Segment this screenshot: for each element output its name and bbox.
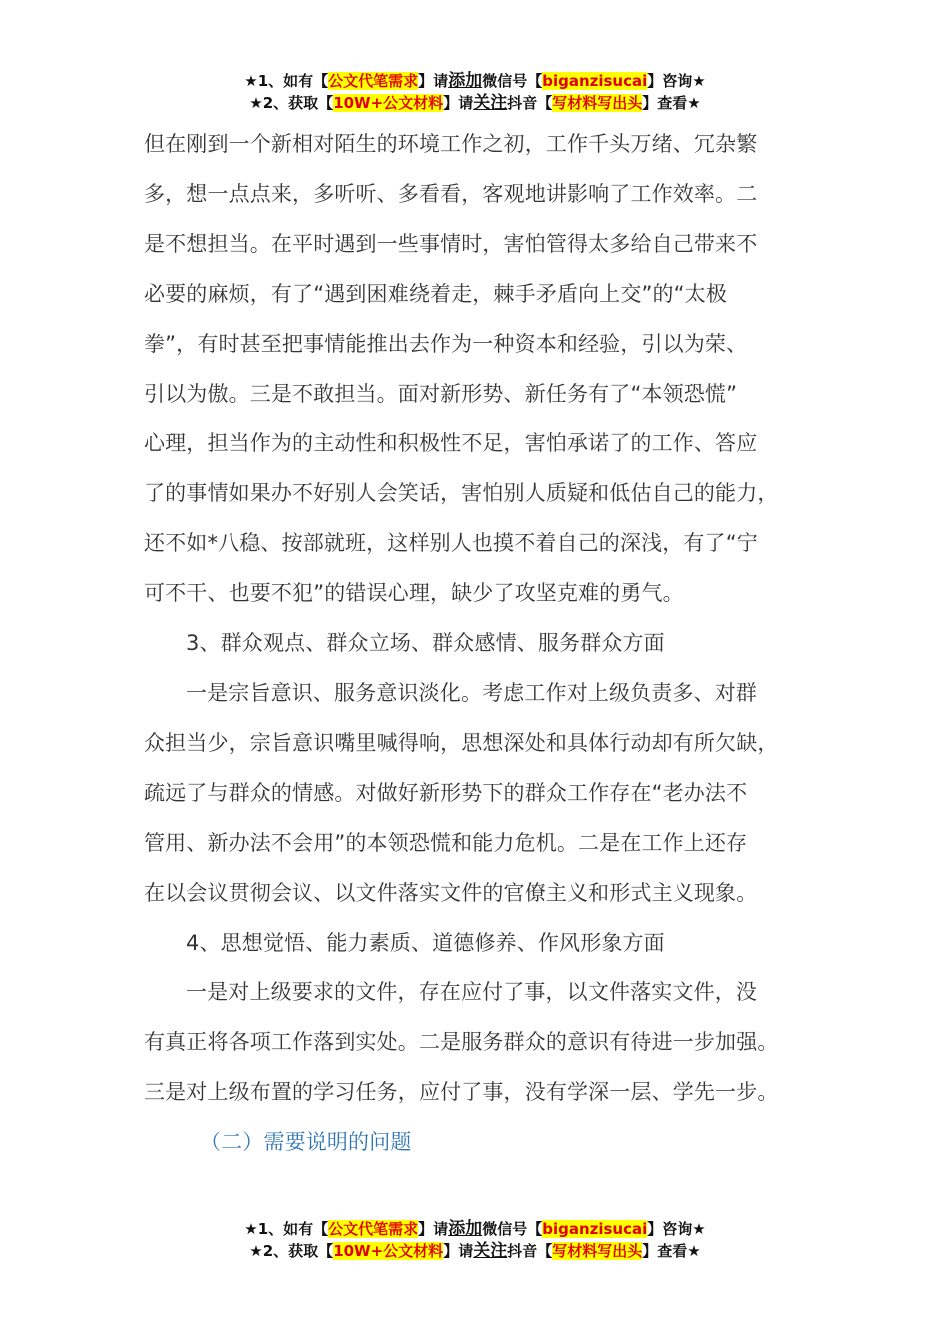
section-heading: 3、群众观点、群众立场、群众感情、服务群众方面 bbox=[186, 631, 665, 656]
banner-line-2 bbox=[0, 1240, 950, 1262]
star-icon: ★ bbox=[692, 72, 706, 90]
banner-text: 微信号【 bbox=[482, 72, 543, 90]
text-line: 一是对上级要求的文件，存在应付了事，以文件落实文件，没 bbox=[186, 980, 758, 1005]
highlight-douyin-account: 写材料写出头 bbox=[552, 94, 643, 112]
banner-text: 1、如有【 bbox=[257, 72, 329, 90]
emphasis-add: 添加 bbox=[448, 71, 483, 91]
highlight-douyin-account: 写材料写出头 bbox=[552, 1242, 643, 1260]
document-body bbox=[144, 120, 816, 1168]
banner-text: 微信号【 bbox=[482, 1220, 543, 1238]
emphasis-follow: 关注 bbox=[473, 93, 508, 113]
text-line: 是不想担当。在平时遇到一些事情时，害怕管得太多给自己带来不 bbox=[144, 231, 758, 256]
banner-text: 】请 bbox=[418, 72, 449, 90]
star-icon: ★ bbox=[244, 72, 258, 90]
star-icon: ★ bbox=[244, 1220, 258, 1238]
text-line: 拳”，有时甚至把事情能推出去作为一种资本和经验，引以为荣、 bbox=[144, 331, 748, 356]
banner-text: 1、如有【 bbox=[257, 1220, 329, 1238]
banner-text: 】咨询 bbox=[647, 1220, 693, 1238]
text-line: 必要的麻烦，有了“遇到困难绕着走，棘手矛盾向上交”的“太极 bbox=[144, 281, 727, 306]
text-line: 管用、新办法不会用”的本领恐慌和能力危机。二是在工作上还存 bbox=[144, 830, 748, 855]
banner-text: 】请 bbox=[443, 1242, 474, 1260]
subheading: （二）需要说明的问题 bbox=[200, 1130, 412, 1155]
banner-text: 】请 bbox=[443, 94, 474, 112]
banner-line-2 bbox=[0, 92, 950, 114]
banner-text: 】咨询 bbox=[647, 72, 693, 90]
text-line: 三是对上级布置的学习任务，应付了事，没有学深一层、学先一步。 bbox=[144, 1080, 779, 1105]
banner-line-1 bbox=[0, 1218, 950, 1240]
text-line: 了的事情如果办不好别人会笑话，害怕别人质疑和低估自己的能力， bbox=[144, 481, 779, 506]
highlight-wechat-id: biganzisucai bbox=[542, 72, 648, 90]
highlight-service: 公文代笔需求 bbox=[328, 1220, 419, 1238]
highlight-service: 公文代笔需求 bbox=[328, 72, 419, 90]
bottom-banner bbox=[0, 1218, 950, 1262]
text-line: 心理，担当作为的主动性和积极性不足，害怕承诺了的工作、答应 bbox=[144, 431, 758, 456]
top-banner bbox=[0, 70, 950, 114]
text-line: 有真正将各项工作落到实处。二是服务群众的意识有待进一步加强。 bbox=[144, 1030, 779, 1055]
highlight-materials: 10W+公文材料 bbox=[333, 94, 444, 112]
text-line: 但在刚到一个新相对陌生的环境工作之初，工作千头万绪、冗杂繁 bbox=[144, 132, 758, 156]
banner-text: 2、获取【 bbox=[262, 94, 334, 112]
star-icon: ★ bbox=[692, 1220, 706, 1238]
banner-text: 】请 bbox=[418, 1220, 449, 1238]
emphasis-follow: 关注 bbox=[473, 1241, 508, 1261]
highlight-wechat-id: biganzisucai bbox=[542, 1220, 648, 1238]
banner-text: 抖音【 bbox=[507, 1242, 553, 1260]
banner-line-1 bbox=[0, 70, 950, 92]
star-icon: ★ bbox=[249, 1242, 263, 1260]
highlight-materials: 10W+公文材料 bbox=[333, 1242, 444, 1260]
star-icon: ★ bbox=[249, 94, 263, 112]
text-line: 多，想一点点来，多听听、多看看，客观地讲影响了工作效率。二 bbox=[144, 181, 758, 206]
banner-text: 】查看 bbox=[642, 1242, 688, 1260]
emphasis-add: 添加 bbox=[448, 1219, 483, 1239]
text-line: 在以会议贯彻会议、以文件落实文件的官僚主义和形式主义现象。 bbox=[144, 880, 758, 905]
text-line: 众担当少，宗旨意识嘴里喊得响，思想深处和具体行动却有所欠缺， bbox=[144, 730, 779, 755]
star-icon: ★ bbox=[687, 1242, 701, 1260]
star-icon: ★ bbox=[687, 94, 701, 112]
banner-text: 】查看 bbox=[642, 94, 688, 112]
banner-text: 抖音【 bbox=[507, 94, 553, 112]
banner-text: 2、获取【 bbox=[262, 1242, 334, 1260]
text-line: 疏远了与群众的情感。对做好新形势下的群众工作存在“老办法不 bbox=[144, 780, 748, 805]
text-line: 可不干、也要不犯”的错误心理，缺少了攻坚克难的勇气。 bbox=[144, 581, 684, 606]
text-line: 一是宗旨意识、服务意识淡化。考虑工作对上级负责多、对群 bbox=[186, 680, 758, 705]
text-line: 还不如*八稳、按部就班，这样别人也摸不着自己的深浅，有了“宁 bbox=[144, 531, 758, 556]
section-heading: 4、思想觉悟、能力素质、道德修养、作风形象方面 bbox=[186, 930, 665, 955]
text-line: 引以为傲。三是不敢担当。面对新形势、新任务有了“本领恐慌” bbox=[144, 381, 738, 406]
